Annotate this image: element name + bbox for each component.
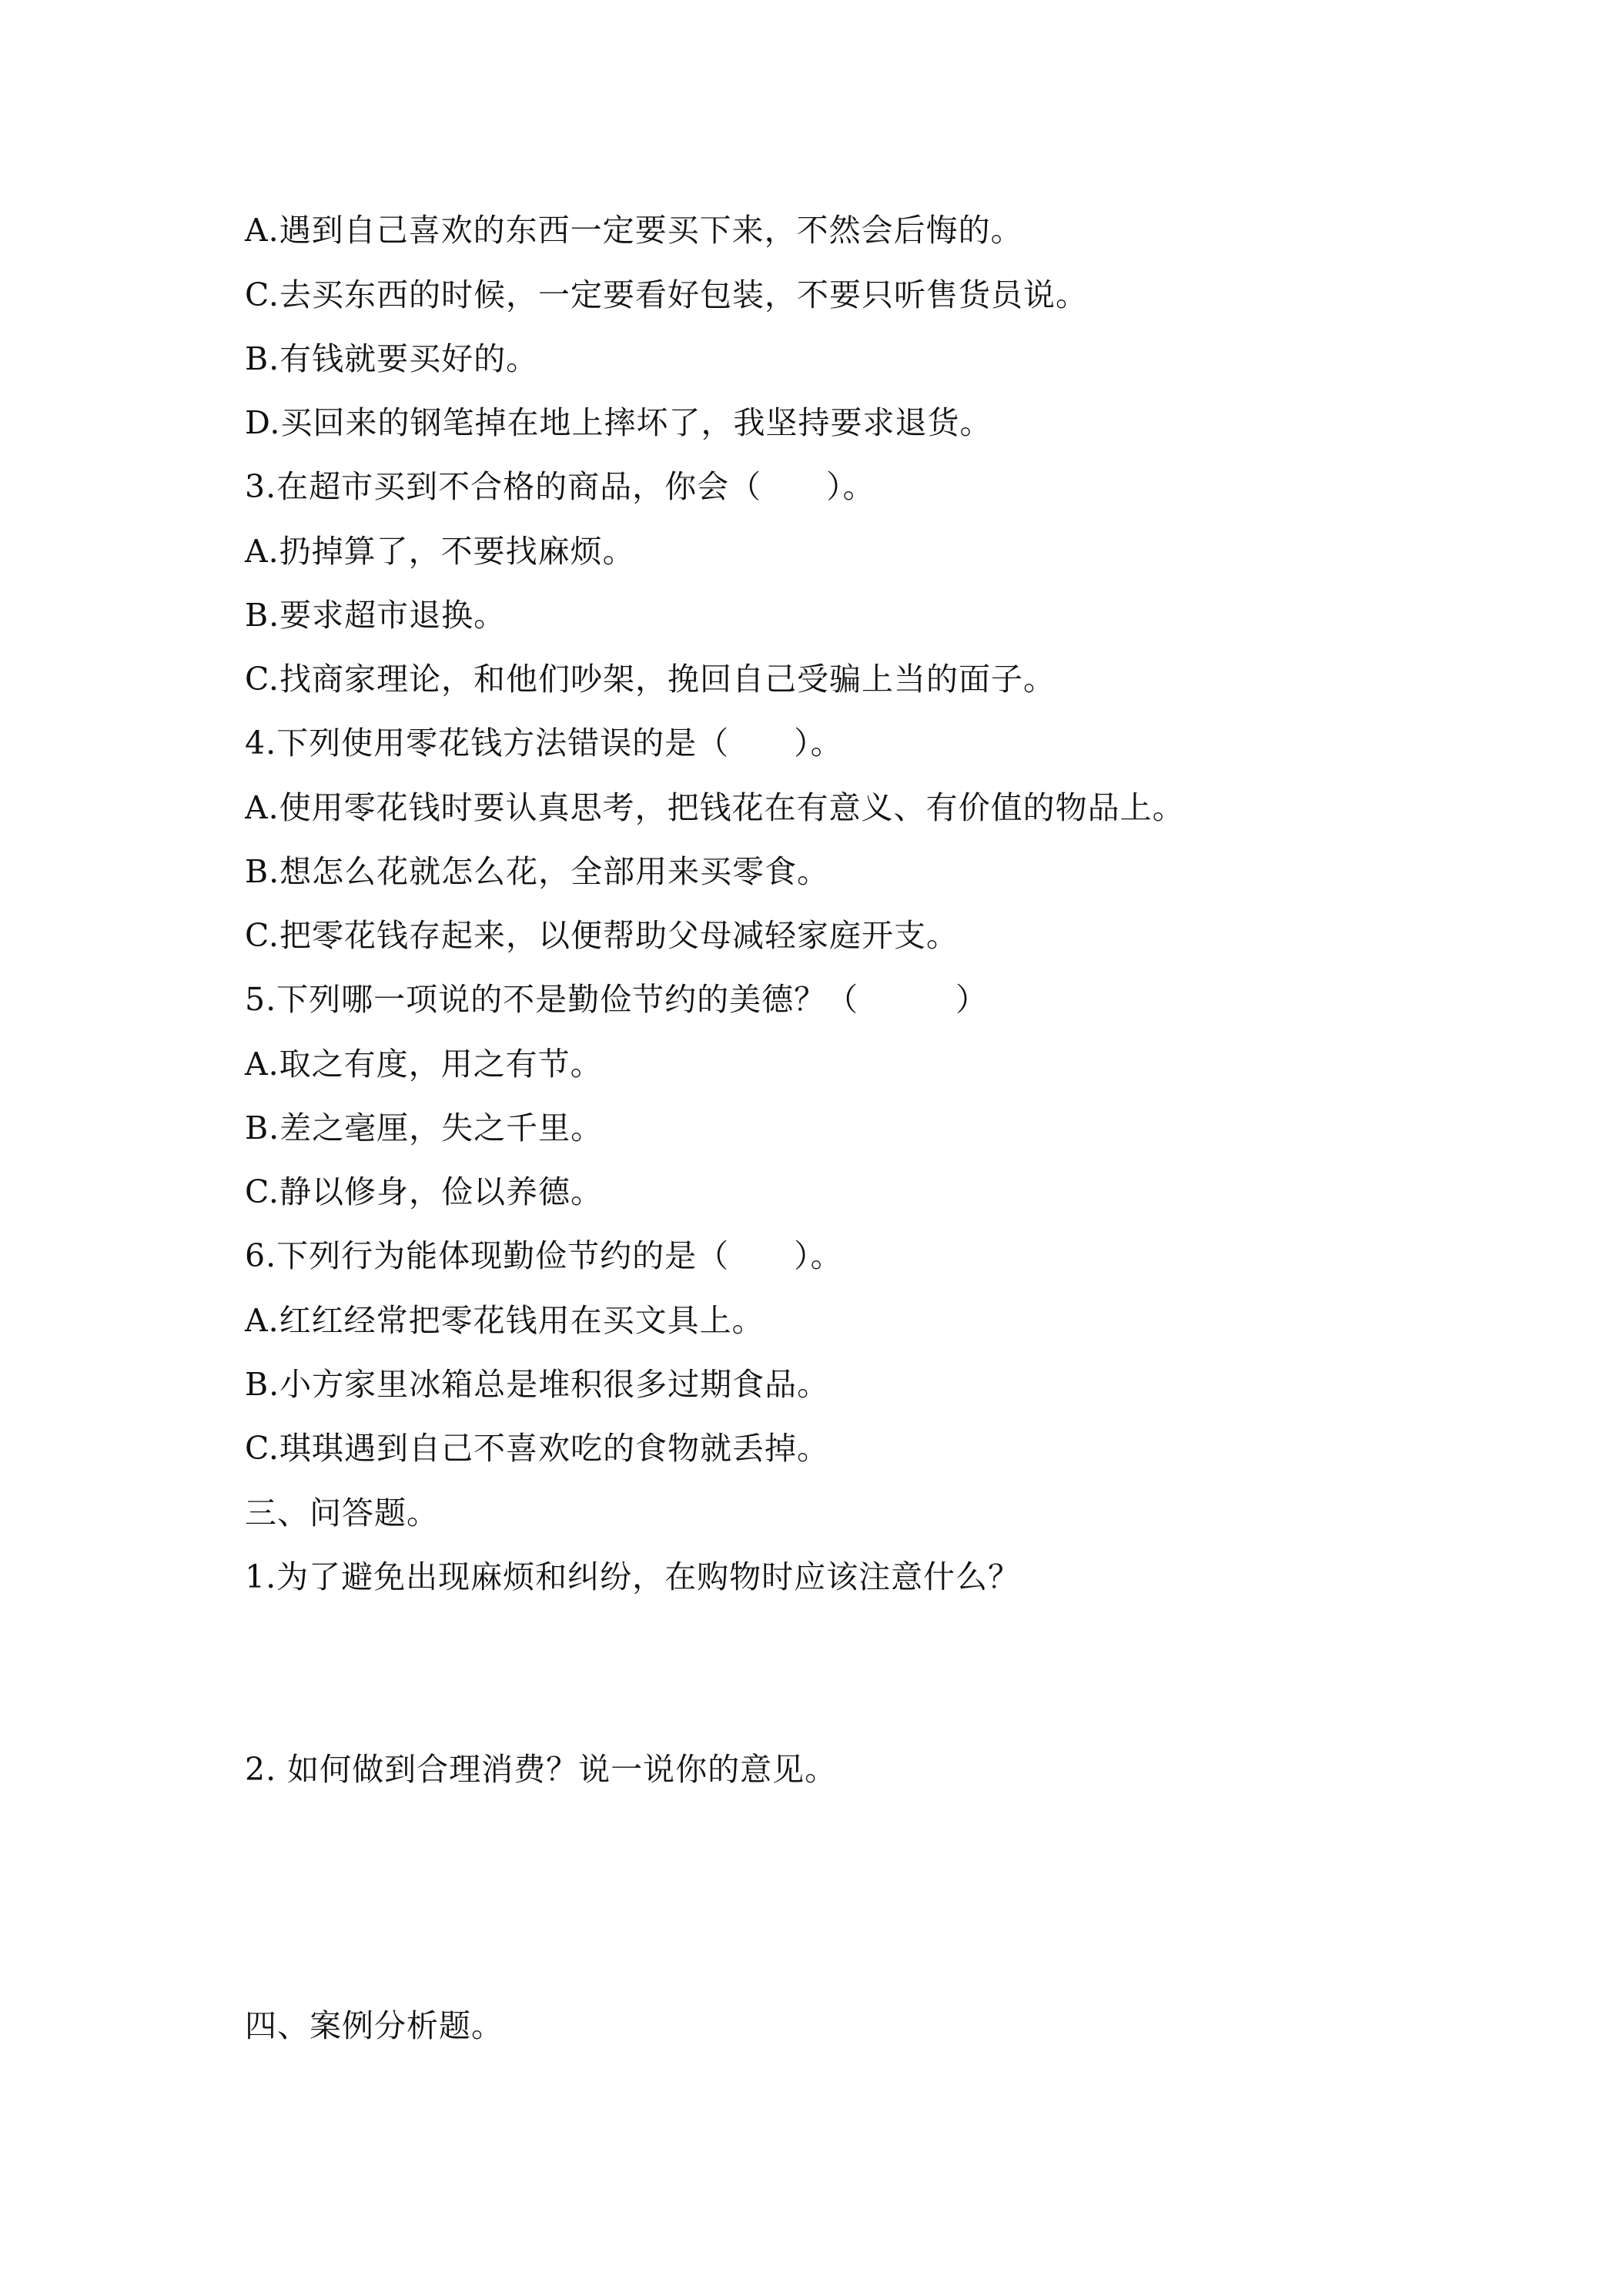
question-4: 4.下列使用零花钱方法错误的是（ ）。 xyxy=(245,725,843,761)
q5-option-c: C.静以修身，俭以养德。 xyxy=(245,1173,603,1210)
qa-question-1: 1.为了避免出现麻烦和纠纷，在购物时应该注意什么？ xyxy=(245,1558,1021,1595)
option-c-check-packaging: C.去买东西的时候，一定要看好包装，不要只听售货员说。 xyxy=(245,276,1088,313)
q6-option-b: B.小方家里冰箱总是堆积很多过期食品。 xyxy=(245,1366,830,1403)
q5-option-b: B.差之毫厘，失之千里。 xyxy=(245,1110,604,1146)
option-a-must-buy: A.遇到自己喜欢的东西一定要买下来，不然会后悔的。 xyxy=(245,212,1023,249)
question-5: 5.下列哪一项说的不是勤俭节约的美德？（ ） xyxy=(245,981,989,1018)
q4-option-b: B.想怎么花就怎么花，全部用来买零食。 xyxy=(245,853,830,890)
q3-option-c: C.找商家理论，和他们吵架，挽回自己受骗上当的面子。 xyxy=(245,661,1056,698)
section-3-heading: 三、问答题。 xyxy=(245,1494,439,1531)
option-d-return-pen: D.买回来的钢笔掉在地上摔坏了，我坚持要求退货。 xyxy=(245,404,992,441)
section-4-heading: 四、案例分析题。 xyxy=(245,2007,504,2044)
q4-option-c: C.把零花钱存起来，以便帮助父母减轻家庭开支。 xyxy=(245,917,959,954)
q6-option-c: C.琪琪遇到自己不喜欢吃的食物就丢掉。 xyxy=(245,1430,829,1467)
qa-question-2: 2. 如何做到合理消费？说一说你的意见。 xyxy=(245,1751,838,1788)
q3-option-b: B.要求超市退换。 xyxy=(245,597,507,634)
q6-option-a: A.红红经常把零花钱用在买文具上。 xyxy=(245,1302,765,1339)
q5-option-a: A.取之有度，用之有节。 xyxy=(245,1046,603,1083)
question-6: 6.下列行为能体现勤俭节约的是（ ）。 xyxy=(245,1237,843,1274)
option-b-buy-good: B.有钱就要买好的。 xyxy=(245,340,539,377)
question-3: 3.在超市买到不合格的商品，你会（ ）。 xyxy=(245,468,875,505)
q4-option-a: A.使用零花钱时要认真思考，把钱花在有意义、有价值的物品上。 xyxy=(245,789,1185,826)
q3-option-a: A.扔掉算了，不要找麻烦。 xyxy=(245,533,635,570)
